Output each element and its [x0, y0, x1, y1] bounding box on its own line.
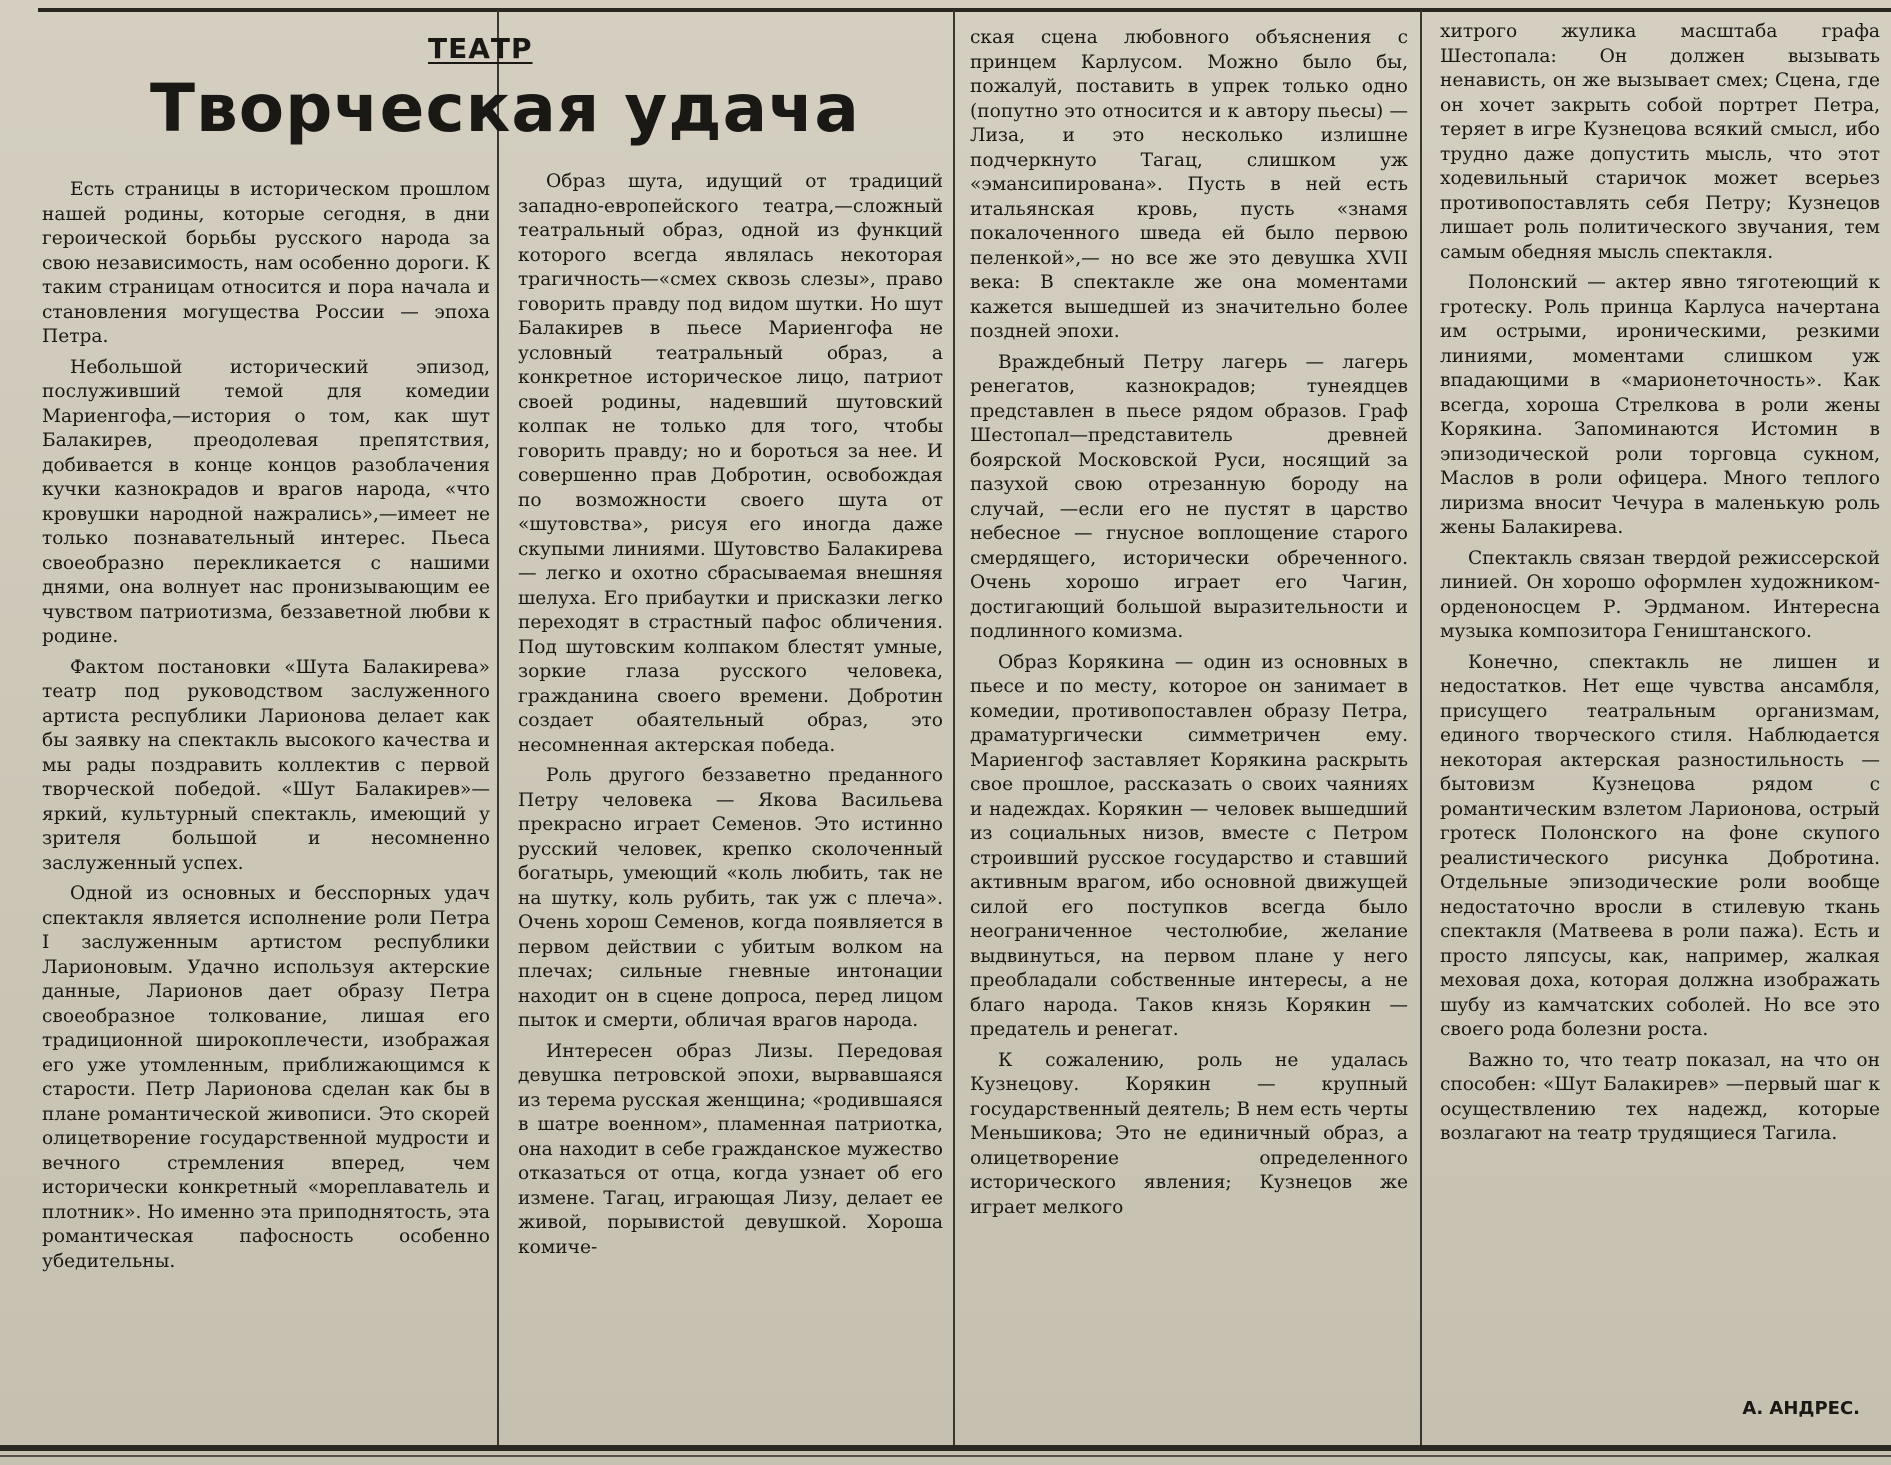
paragraph: Образ шута, идущий от традиций западно-европейского театра,—сложный театральный образ, одной из функций которого всегда являлась некоторая трагичность—«смех сквозь слезы», право говорить правду под видом шутки. Но шут Балакирев в пьесе Мариенгофа не условный театральный образ, а конкретное историческое лицо, патриот своей родины, надевший шутовский колпак не только для того, чтобы говорить правду; но и бороться за нее. И совершенно прав Добротин, освобождая по возможности своего шута от «шутовства», рисуя его иногда даже скупыми линиями. Шутовство Балакирева — легко и охотно сбрасываемая внешняя шелуха. Его прибаутки и присказки легко переходят в страстный пафос обличения. Под шутовским колпаком блестят умные, зоркие глаза русского человека, гражданина своего времени. Добротин создает обаятельный образ, это несомненная актерская победа. — [518, 171, 943, 756]
article-column-4 — [1440, 20, 1880, 1147]
paragraph: Спектакль связан твердой режиссерской линией. Он хорошо оформлен художником-орденоносцем Р. Эрдманом. Интересна музыка композитора Геништанского. — [1440, 547, 1880, 642]
paragraph: Фактом постановки «Шута Балакирева» театр под руководством заслуженного артиста республики Ларионова делает как бы заявку на спектакль высокого качества и мы рады поздравить коллектив с первой творческой победой. «Шут Балакирев»—яркий, культурный спектакль, имеющий у зрителя большой и несомненно заслуженный успех. — [42, 656, 490, 874]
article-title: Творческая удача — [150, 70, 860, 147]
bottom-rule-thin — [0, 1455, 1891, 1457]
paragraph: К сожалению, роль не удалась Кузнецову. Корякин — крупный государственный деятель; В нем есть черты Меньшикова; Это не единичный образ, а олицетворение определенного исторического явления; Кузнецов же играет мелкого — [970, 1049, 1408, 1218]
bottom-rule — [0, 1445, 1891, 1451]
paragraph: Важно то, что театр показал, на что он способен: «Шут Балакирев» —первый шаг к осуществлению тех надежд, которые возлагают на театр трудящиеся Тагила. — [1440, 1049, 1880, 1144]
paragraph: Полонский — актер явно тяготеющий к гротеску. Роль принца Карлуса начертана им острыми, ироническими, резкими линиями, моментами слишком уж впадающими в «марионеточность». Как всегда, хороша Стрелкова в роли жены Корякина. Запоминаются Истомин в эпизодической роли торговца сукном, Маслов в роли офицера. Много теплого лиризма вносит Чечура в маленькую роль жены Балакирева. — [1440, 272, 1880, 538]
column-rule-1 — [497, 10, 499, 1445]
article-column-2 — [518, 170, 943, 1260]
paragraph: Интересен образ Лизы. Передовая девушка петровской эпохи, вырвавшаяся из терема русская женщина; «родившаяся в шатре военном», пламенная патриотка, она находит в себе гражданское мужество отказаться от отца, когда узнает об его измене. Тагац, играющая Лизу, делает ее живой, порывистой девушкой. Хороша комиче- — [518, 1040, 943, 1258]
column-rule-2 — [953, 10, 955, 1445]
column-rule-3 — [1420, 10, 1422, 1445]
author-signature: А. АНДРЕС. — [1742, 1398, 1860, 1419]
paragraph: хитрого жулика масштаба графа Шестопала: Он должен вызывать ненависть, он же вызывает смех; Сцена, где он хочет закрыть собой портрет Петра, теряет в игре Кузнецова всякий смысл, ибо трудно даже допустить мысль, что этот ходевильный старичок может всерьез противопоставлять себя Петру; Кузнецов лишает роль политического звучания, тем самым обедняя мысль спектакля. — [1440, 21, 1880, 263]
section-rubric: ТЕАТР — [428, 32, 533, 65]
paragraph: Одной из основных и бесспорных удач спектакля является исполнение роли Петра I заслуженным артистом республики Ларионовым. Удачно используя актерские данные, Ларионов дает образу Петра своеобразное толкование, лишая его традиционной широкоплечести, изображая его уже утомленным, приближающимся к старости. Петр Ларионова сделан как бы в плане романтической живописи. Это скорей олицетворение государственной мудрости и вечного стремления вперед, чем исторически конкретный «мореплаватель и плотник». Но именно эта приподнятость, эта романтическая пафосность особенно убедительны. — [42, 883, 490, 1272]
article-column-1 — [42, 178, 490, 1274]
paragraph: Враждебный Петру лагерь — лагерь ренегатов, казнокрадов; тунеядцев представлен в пьесе рядом образов. Граф Шестопал—представитель древней боярской Московской Руси, носящий за пазухой свою отрезанную бороду на случай, —если его не пустят в царство небесное — гнусное воплощение старого смердящего, исторически обреченного. Очень хорошо играет его Чагин, достигающий большой выразительности и подлинного комизма. — [970, 351, 1408, 642]
top-rule — [38, 8, 1891, 12]
paragraph: ская сцена любовного объяснения с принцем Карлусом. Можно было бы, пожалуй, поставить в упрек только одно (попутно это относится и к автору пьесы) — Лиза, и это несколько излишне подчеркнуто Тагац, слишком уж «эмансипирована». Пусть в ней есть итальянская кровь, пусть «знамя покалоченного шведа ей было первою пеленкой»,— но все же это девушка XVII века: В спектакле же она моментами кажется вышедшей из значительно более поздней эпохи. — [970, 27, 1408, 342]
paragraph: Роль другого беззаветно преданного Петру человека — Якова Васильева прекрасно играет Семенов. Это истинно русский человек, крепко сколоченный богатырь, умеющий «коль любить, так не на шутку, коль рубить, так уж с плеча». Очень хорош Семенов, когда появляется в первом действии с убитым волком на плечах; сильные гневные интонации находит он в сцене допроса, перед лицом пыток и смерти, обличая врагов народа. — [518, 765, 943, 1031]
paragraph: Конечно, спектакль не лишен и недостатков. Нет еще чувства ансамбля, присущего театральным организмам, единого творческого стиля. Наблюдается некоторая актерская разностильность — бытовизм Кузнецова рядом с романтическим взлетом Ларионова, острый гротеск Полонского на фоне скупого реалистического рисунка Добротина. Отдельные эпизодические роли вообще недостаточно вросли в стилевую ткань спектакля (Матвеева в роли пажа). Есть и просто ляпсусы, как, например, жалкая меховая доха, которая должна изображать шубу из камчатских соболей. Но все это своего рода болезни роста. — [1440, 651, 1880, 1040]
article-column-3 — [970, 26, 1408, 1220]
paragraph: Образ Корякина — один из основных в пьесе и по месту, которое он занимает в комедии, противопоставлен образу Петра, драматургически симметричен ему. Мариенгоф заставляет Корякина раскрыть свое прошлое, рассказать о своих чаяниях и надеждах. Корякин — человек вышедший из социальных низов, вместе с Петром строивший русское государство и ставший активным врагом, ибо основной движущей силой его поступков всегда было неограниченное честолюбие, желание выдвинуться, на первом плане у него преобладали собственные интересы, а не благо народа. Таков князь Корякин — предатель и ренегат. — [970, 651, 1408, 1040]
paragraph: Есть страницы в историческом прошлом нашей родины, которые сегодня, в дни героической борьбы русского народа за свою независимость, нам особенно дороги. К таким страницам относится и пора начала и становления могущества России — эпоха Петра. — [42, 179, 490, 347]
paragraph: Небольшой исторический эпизод, послуживший темой для комедии Мариенгофа,—история о том, как шут Балакирев, преодолевая препятствия, добивается в конце концов разоблачения кучки казнокрадов и врагов народа, «что кровушки народной нажрались»,—имеет не только познавательный интерес. Пьеса своеобразно перекликается с нашими днями, она волнует нас пронизывающим ее чувством патриотизма, беззаветной любви к родине. — [42, 356, 490, 647]
